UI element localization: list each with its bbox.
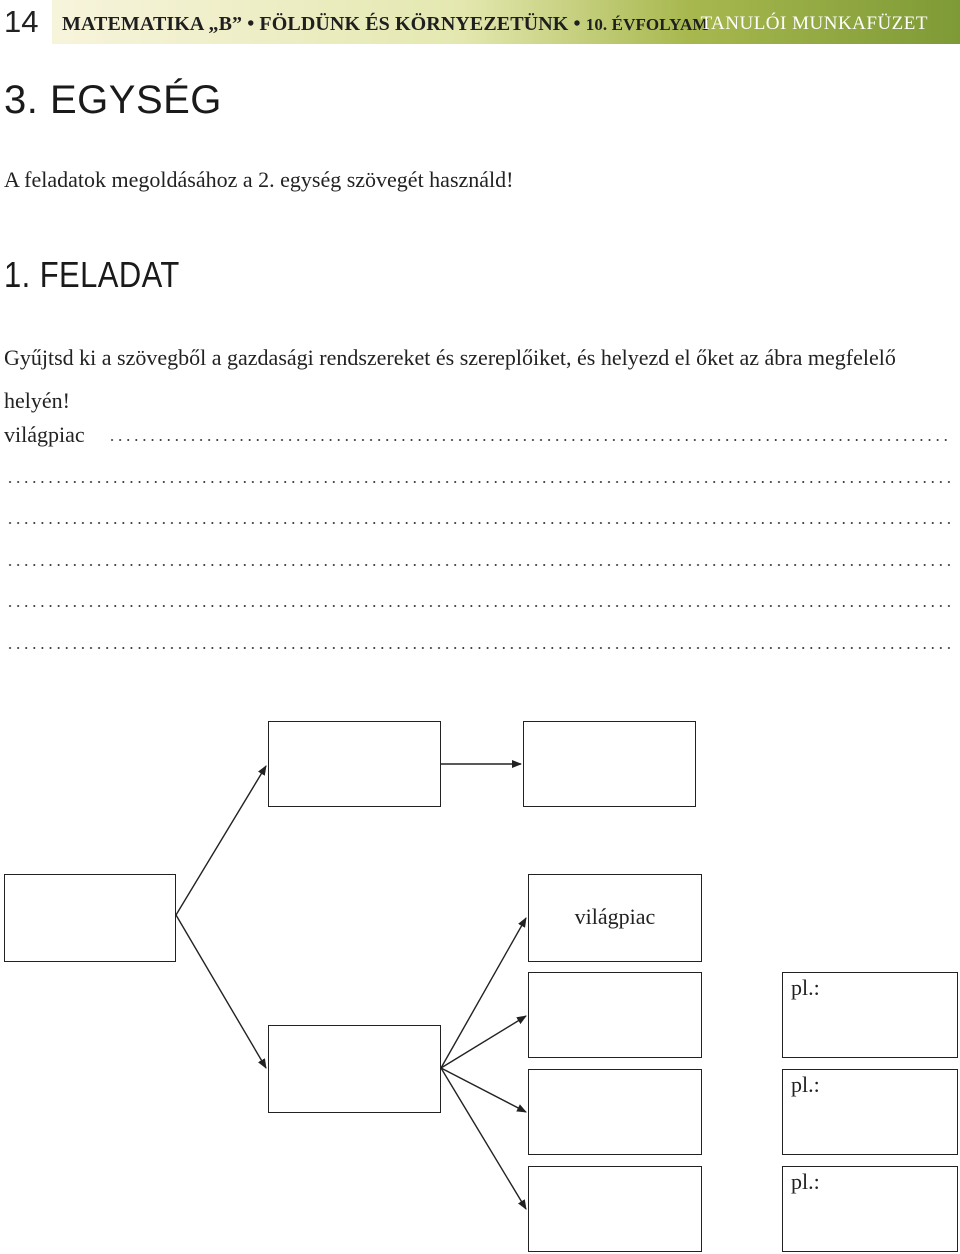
arrow-lower-to-market-2 [441, 1016, 526, 1068]
example-label: pl.: [791, 1169, 820, 1194]
unit-title: 3. EGYSÉG [4, 78, 222, 122]
intro-text: A feladatok megoldásához a 2. egység szövegét használd! [4, 167, 514, 192]
book-title-main: MATEMATIKA „B” • FÖLDÜNK ÉS KÖRNYEZETÜNK • [62, 13, 581, 35]
task-title: 1. FELADAT [4, 254, 180, 295]
answer-line-label: világpiac [4, 422, 85, 447]
task-instruction: Gyűjtsd ki a szövegből a gazdasági rendszereket és szereplőiket, és helyezd el őket az ábra megfelelő helyén! [4, 345, 896, 413]
example-label: pl.: [791, 1072, 820, 1097]
arrow-root-to-lower [176, 915, 266, 1068]
page-number: 14 [0, 0, 52, 44]
book-title-grade: 10. ÉVFOLYAM [585, 15, 709, 34]
world-market-label: világpiac [574, 904, 656, 929]
arrow-lower-to-market-4 [441, 1068, 526, 1209]
example-label: pl.: [791, 975, 820, 1000]
workbook-label: TANULÓI MUNKAFÜZET [700, 13, 928, 34]
arrow-lower-to-world-market [441, 918, 526, 1068]
arrow-root-to-upper [176, 766, 266, 915]
